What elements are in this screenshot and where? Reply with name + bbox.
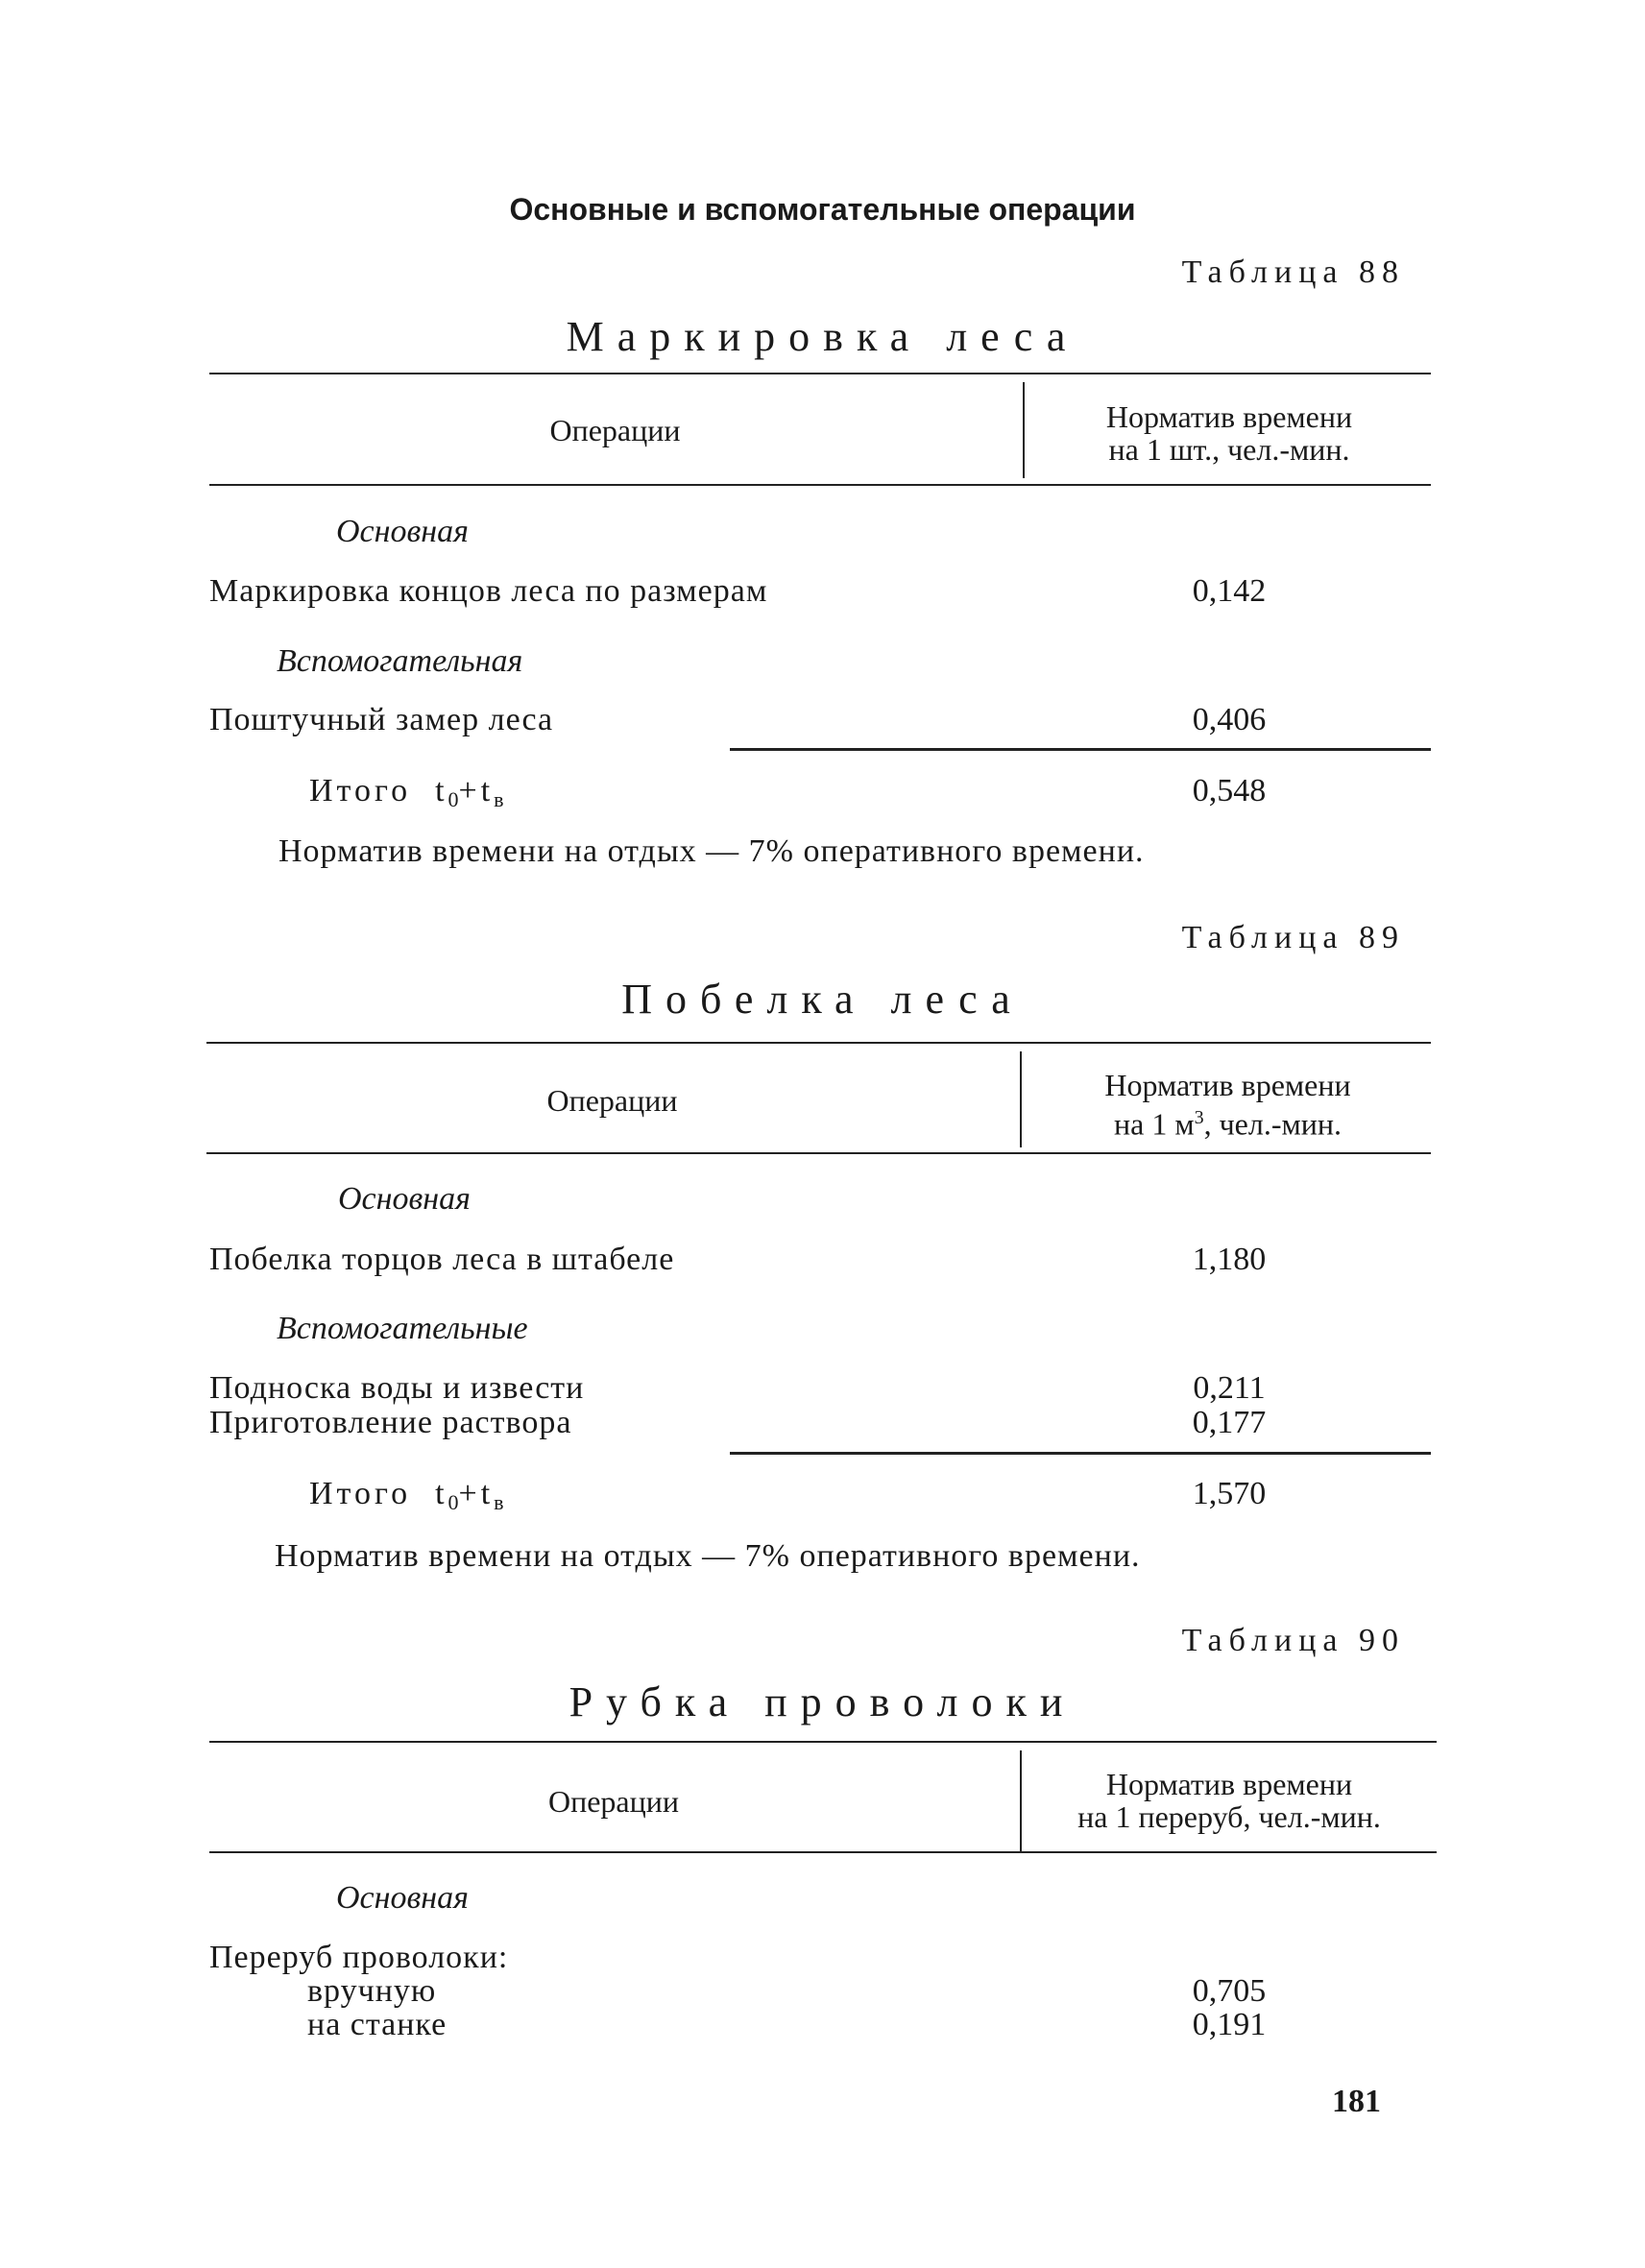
table-90-number: Таблица 90 — [1181, 1623, 1405, 1658]
table-88-top-rule — [209, 373, 1431, 374]
table-88-col-divider — [1023, 382, 1025, 478]
table-88-col-operations: Операции — [549, 413, 681, 447]
table-90-row-3-value: 0,191 — [1192, 2007, 1267, 2042]
table-88-section-aux: Вспомогательная — [277, 643, 523, 679]
table-89-row-1-value: 1,180 — [1192, 1242, 1267, 1277]
page-header: Основные и вспомогательные операции — [509, 192, 1136, 227]
table-90-head-rule — [209, 1851, 1437, 1853]
table-88-row-2-value: 0,406 — [1192, 702, 1267, 737]
table-89-col-norm-rest: , чел.-мин. — [1203, 1106, 1342, 1142]
table-89-col-norm-line1: Норматив времени — [1104, 1068, 1351, 1102]
table-89-col-norm-unit: на 1 м — [1114, 1106, 1195, 1142]
table-89-total-label — [309, 1476, 504, 1515]
table-88-total-sub0: 0 — [448, 787, 459, 811]
table-89-note: Норматив времени на отдых — 7% оперативного времени. — [275, 1538, 1141, 1574]
table-88-total-plus: +t — [458, 773, 495, 808]
table-90-row-2-value: 0,705 — [1192, 1973, 1267, 2009]
table-89-col-divider — [1020, 1051, 1022, 1147]
table-88-head-rule — [209, 484, 1431, 486]
table-88-total-sub1: в — [494, 787, 504, 811]
table-90-row-1-label: Переруб проволоки: — [209, 1940, 509, 1975]
table-89-total-t: t — [435, 1476, 448, 1511]
table-88-total-word: Итого — [309, 773, 412, 808]
table-90-col-norm-line2: на 1 переруб, чел.-мин. — [1077, 1799, 1381, 1834]
table-90-top-rule — [209, 1741, 1437, 1743]
table-89-total-plus: +t — [458, 1476, 495, 1511]
table-89-total-word: Итого — [309, 1476, 412, 1511]
table-89-title: Побелка леса — [621, 976, 1024, 1023]
table-88-col-norm-line2: на 1 шт., чел.-мин. — [1108, 432, 1350, 467]
table-89-col-norm-line2 — [1025, 1100, 1431, 1142]
table-88-total-value: 0,548 — [1192, 773, 1267, 808]
table-90-col-operations: Операции — [547, 1784, 679, 1819]
table-89-row-3-label: Приготовление раствора — [209, 1405, 572, 1440]
table-90-col-norm-line1: Норматив времени — [1105, 1767, 1353, 1801]
table-88-number: Таблица 88 — [1181, 254, 1405, 290]
table-88-row-2-label: Поштучный замер леса — [209, 702, 554, 737]
table-89-total-sub0: 0 — [448, 1490, 459, 1514]
table-88-total-t: t — [435, 773, 448, 808]
table-89-section-aux: Вспомогательные — [277, 1311, 528, 1346]
table-89-total-sub1: в — [494, 1490, 504, 1514]
table-89-row-1-label: Побелка торцов леса в штабеле — [209, 1242, 675, 1277]
table-89-row-3-value: 0,177 — [1192, 1405, 1267, 1440]
table-89-section-main: Основная — [338, 1181, 471, 1217]
table-88-col-norm-line1: Норматив времени — [1105, 399, 1353, 434]
table-90-row-3-label: на станке — [307, 2007, 448, 2042]
table-88-row-1-label: Маркировка концов леса по размерам — [209, 573, 768, 609]
table-90-section-main: Основная — [336, 1880, 469, 1916]
table-89-col-operations: Операции — [546, 1083, 678, 1118]
table-89-total-value: 1,570 — [1192, 1476, 1267, 1511]
table-89-total-rule — [730, 1452, 1431, 1455]
table-88-title: Маркировка леса — [566, 313, 1079, 360]
table-88-row-1-value: 0,142 — [1192, 573, 1267, 609]
table-88-note: Норматив времени на отдых — 7% оперативного времени. — [278, 833, 1145, 869]
table-89-row-2-value: 0,211 — [1193, 1370, 1266, 1406]
table-89-head-rule — [206, 1152, 1431, 1154]
page-number: 181 — [1332, 2084, 1381, 2119]
table-89-top-rule — [206, 1042, 1431, 1044]
table-90-title: Рубка проволоки — [568, 1678, 1077, 1725]
table-88-total-label — [309, 773, 504, 812]
table-89-number: Таблица 89 — [1181, 920, 1405, 955]
table-89-col-norm-sup: 3 — [1194, 1107, 1204, 1128]
table-90-row-2-label: вручную — [307, 1973, 437, 2009]
table-88-section-main: Основная — [336, 514, 469, 549]
table-89-row-2-label: Подноска воды и извести — [209, 1370, 585, 1406]
table-88-total-rule — [730, 748, 1431, 751]
